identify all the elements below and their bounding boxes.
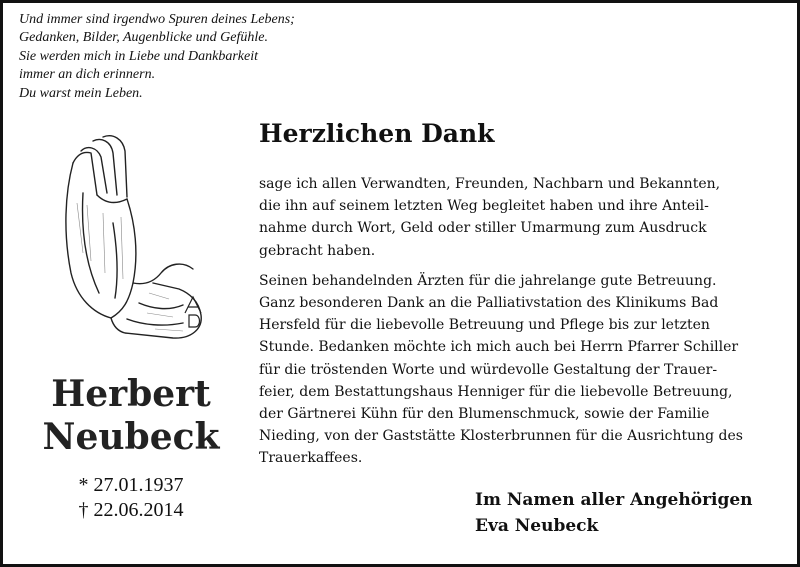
signature-block xyxy=(475,487,753,539)
poem-line: Und immer sind irgendwo Spuren deines Lebens; xyxy=(19,12,295,27)
signature-line: Im Namen aller Angehörigen xyxy=(475,490,753,510)
thanks-paragraph-2 xyxy=(259,270,781,470)
text-line: Seinen behandelnden Ärzten für die jahrelange gute Betreuung. xyxy=(259,272,717,289)
death-date: † 22.06.2014 xyxy=(78,499,184,521)
text-line: Hersfeld für die liebevolle Betreuung und Pflege bis zur letzten xyxy=(259,317,710,334)
life-dates xyxy=(19,473,243,523)
signatory-name: Eva Neubeck xyxy=(475,516,599,536)
text-line: Ganz besonderen Dank an die Palliativstation des Klinikums Bad xyxy=(259,295,719,312)
text-line: gebracht haben. xyxy=(259,242,376,259)
text-line: der Gärtnerei Kühn für den Blumenschmuck, sowie der Familie xyxy=(259,406,710,423)
poem-line: Gedanken, Bilder, Augenblicke und Gefühle. xyxy=(19,30,268,46)
deceased-name xyxy=(19,373,243,459)
praying-hands-icon xyxy=(43,133,218,343)
text-line: die ihn auf seinem letzten Weg begleitet haben und ihre Anteil- xyxy=(259,198,709,215)
text-line: für die tröstenden Worte und würdevolle Gestaltung der Trauer- xyxy=(259,361,718,378)
memorial-poem xyxy=(19,11,399,103)
notice-heading: Herzlichen Dank xyxy=(259,119,495,148)
text-line: feier, dem Bestattungshaus Henniger für die liebevolle Betreuung, xyxy=(259,383,733,400)
text-line: Nieding, von der Gaststätte Klosterbrunnen für die Ausrichtung des xyxy=(259,428,743,445)
thanks-paragraph-1 xyxy=(259,173,781,262)
text-line: Trauerkaffees. xyxy=(259,450,363,467)
last-name: Neubeck xyxy=(42,416,220,458)
poem-line: Du warst mein Leben. xyxy=(19,85,143,101)
text-line: nahme durch Wort, Geld oder stiller Umarmung zum Ausdruck xyxy=(259,220,707,237)
poem-line: immer an dich erinnern. xyxy=(19,67,156,83)
notice-body xyxy=(259,173,781,470)
first-name: Herbert xyxy=(51,373,211,415)
text-line: sage ich allen Verwandten, Freunden, Nachbarn und Bekannten, xyxy=(259,176,721,192)
birth-date: * 27.01.1937 xyxy=(78,474,184,496)
poem-line: Sie werden mich in Liebe und Dankbarkeit xyxy=(19,48,258,64)
text-line: Stunde. Bedanken möchte ich mich auch bei Herrn Pfarrer Schiller xyxy=(259,339,739,356)
